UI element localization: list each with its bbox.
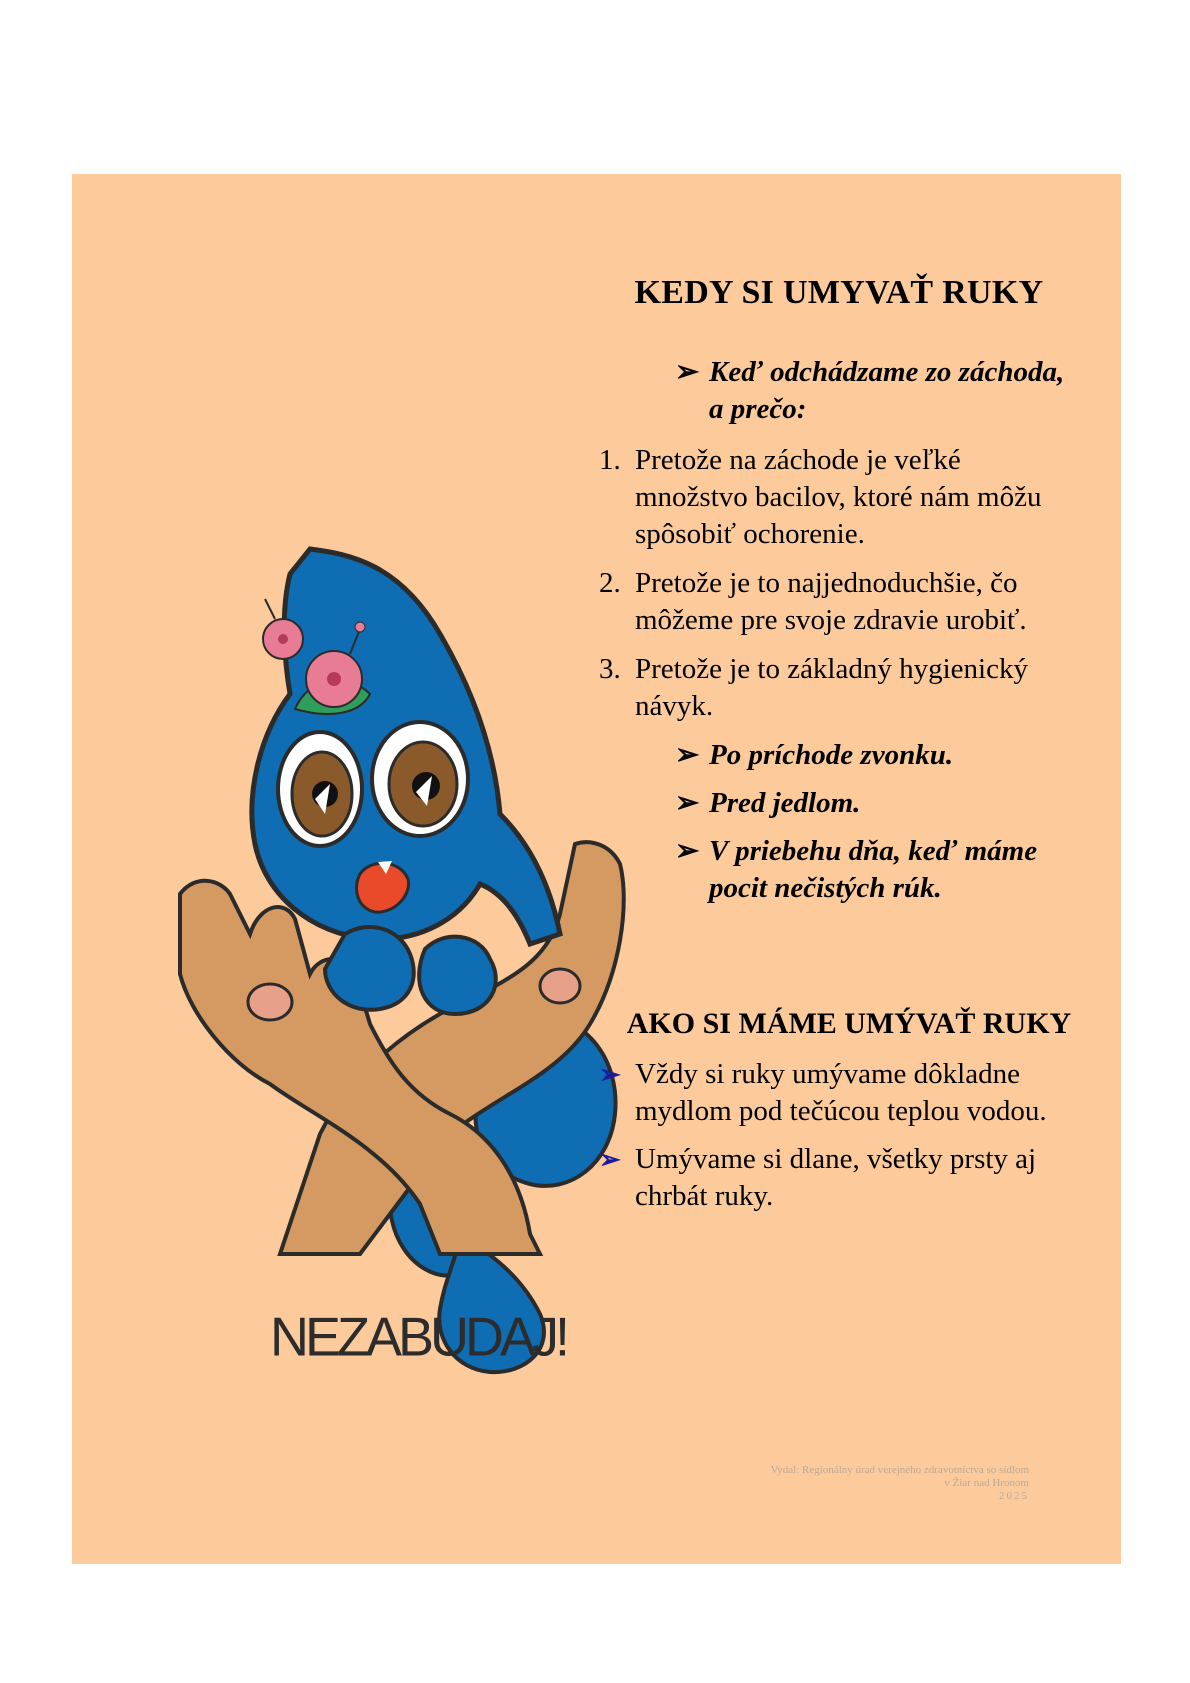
arrowhead-icon: ➢ [675, 356, 700, 388]
publish-year: 2025 [999, 1490, 1029, 1502]
list-text: Pred jedlom. [709, 787, 861, 819]
when-to-wash-title: KEDY SI UMYVAŤ RUKY [634, 274, 1044, 311]
how-to-wash-title: AKO SI MÁME UMÝVAŤ RUKY [626, 1007, 1072, 1040]
list-number: 3. [599, 653, 621, 685]
list-number: 1. [599, 444, 621, 476]
arrowhead-icon: ➢ [675, 835, 700, 867]
list-item [599, 565, 1079, 639]
text-column [599, 274, 1079, 1226]
how-to-wash-list [599, 1056, 1079, 1215]
publisher-footer [712, 1464, 1029, 1503]
arrowhead-icon: ➢ [675, 739, 700, 771]
list-number: 2. [599, 567, 621, 599]
list-text: Pretože je to najjednoduchšie, čo môžeme pre svoje zdravie urobiť. [635, 567, 1027, 636]
leaving-toilet-text: Keď odchádzame zo záchoda, a prečo: [709, 356, 1065, 425]
list-text: Po príchode zvonku. [709, 739, 954, 771]
moments-list [599, 737, 1079, 907]
list-text: Pretože na záchode je veľké množstvo bacilov, ktoré nám môžu spôsobiť ochorenie. [635, 444, 1042, 550]
list-item [599, 442, 1079, 553]
leaving-toilet-heading [675, 354, 1079, 428]
arrowhead-icon: ➢ [599, 1145, 621, 1174]
list-item [675, 833, 1079, 907]
list-item [599, 1141, 1079, 1215]
poster [72, 174, 1121, 1564]
list-text: V priebehu dňa, keď máme pocit nečistých rúk. [709, 835, 1038, 904]
arrowhead-icon: ➢ [599, 1060, 621, 1089]
list-item [675, 785, 1079, 822]
arrowhead-icon: ➢ [675, 787, 700, 819]
mascot-illustration [120, 374, 680, 1424]
reasons-list [599, 442, 1079, 725]
list-text: Vždy si ruky umývame dôkladne mydlom pod tečúcou teplou vodou. [635, 1058, 1047, 1127]
publisher-line: Vydal: Regionálny úrad verejného zdravotníctva so sídlom [770, 1464, 1029, 1476]
list-text: Umývame si dlane, všetky prsty aj chrbát ruky. [635, 1143, 1037, 1212]
list-item [599, 1056, 1079, 1130]
publisher-location: v Žiar nad Hronom [944, 1477, 1029, 1489]
slogan-text: NEZABUDAJ! [270, 1306, 567, 1368]
list-item [599, 651, 1079, 725]
list-item [675, 737, 1079, 774]
water-drop-mascot-with-hands-image [120, 374, 680, 1424]
list-text: Pretože je to základný hygienický návyk. [635, 653, 1028, 722]
